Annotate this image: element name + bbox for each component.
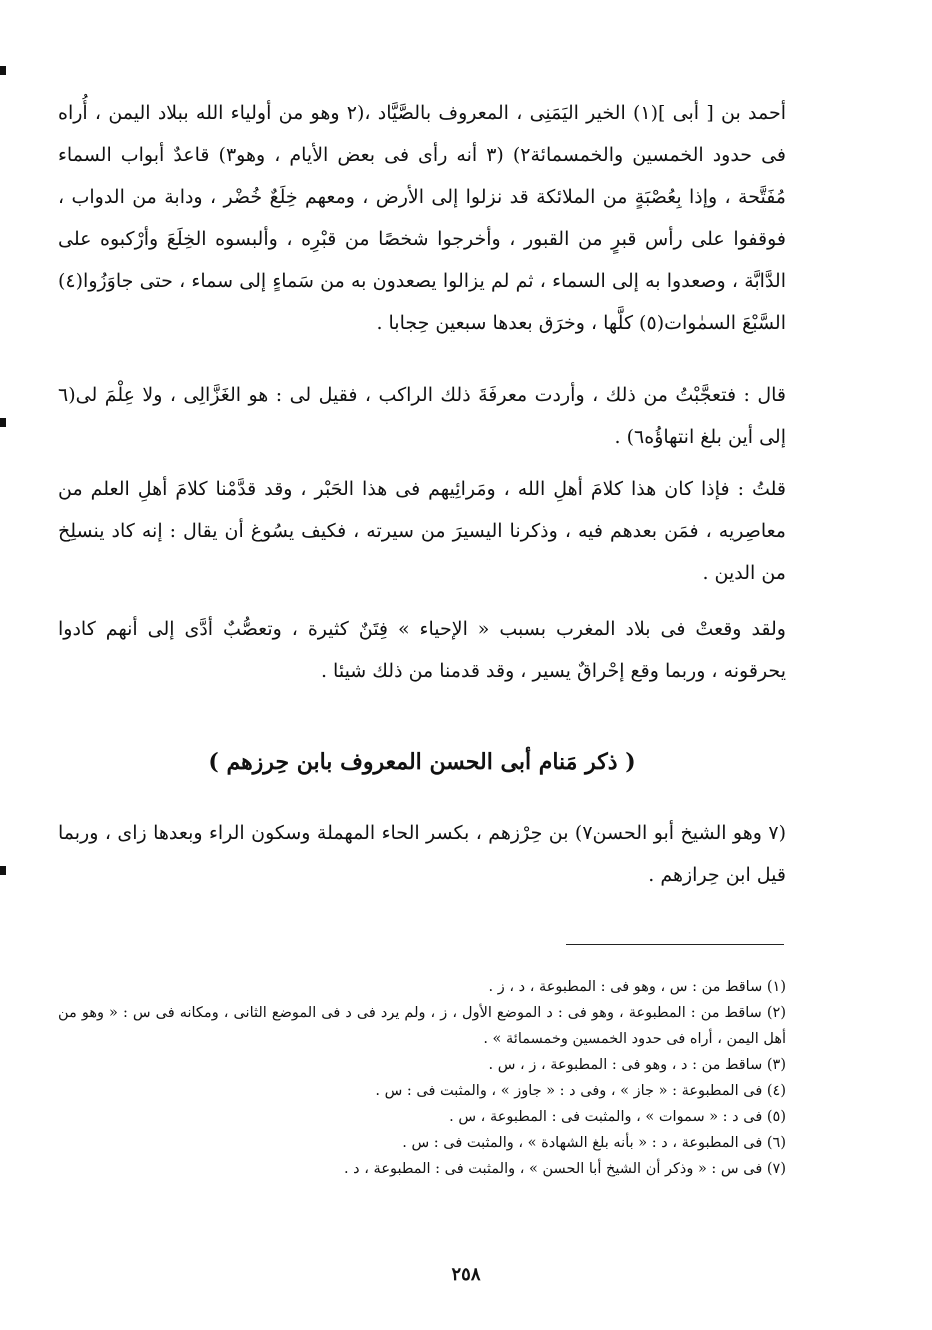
paragraph-author-comment: قلتُ : فإذا كان هذا كلامَ أهلِ الله ، ومَرائِيهم فى هذا الحَبْر ، وقد قدَّمْنا كلامَ أهلِ العلم من معاصِريه ، فمَن بعدهم فيه ، وذكرنا اليسيرَ من سيرته ، فكيف يسُوغ أن يقال : إنه كاد ينسلِخ من الدين . <box>58 478 786 584</box>
footnote-item: (٥) فى د : « سموات » ، والمثبت فى : المطبوعة ، س . <box>449 1109 786 1125</box>
paragraph-ibn-hirzihim: (٧ وهو الشيخ أبو الحسن٧) بن حِرْزهم ، بكسر الحاء المهملة وسكون الراء وبعدها زاى ، وربما قيل ابن حِرازهم . <box>58 822 786 886</box>
paragraph-ghazali-vision: أحمد بن [ أبى ](١) الخير اليَمَنِى ، المعروف بالصَّيَّاد ،(٢ وهو من أولياء الله ببلاد اليمن ، أُراه فى حدود الخمسين والخمسمائة٢) (٣ أنه رأى فى بعض الأيام ، وهو٣) قاعدٌ أبواب السماء مُفَتَّحة ، وإذا بِعُصْبَةٍ من الملائكة قد نزلوا إلى الأرض ، ومعهم خِلَعٌ خُضْر ، ودابة من الدواب ، فوقفوا على رأس قبرٍ من القبور ، وأخرجوا شخصًا من قبْرِه ، وألبسوه الخِلَعَ وأرْكبوه على الدَّابَّة ، وصعدوا به إلى السماء ، ثم لم يزالوا يصعدون به من سَماءٍ إلى سماء ، حتى جاوَزُوا(٤) السَّبْعَ السمٰوات(٥) كلَّها ، وخرَق بعدها سبعين حِجابا . <box>58 102 786 334</box>
paragraph-maghreb-ihya: ولقد وقعتْ فى بلاد المغرب بسبب « الإحياء » فِتَنٌ كثيرة ، وتعصُّبٌ أدَّى إلى أنهم كادوا يحرقونه ، وربما وقع إحْراقٌ يسير ، وقد قدمنا من ذلك شيئا . <box>58 618 786 682</box>
margin-mark <box>0 866 6 875</box>
footnote-item: (١) ساقط من : س ، وهو فى : المطبوعة ، د ، ز . <box>488 979 786 995</box>
footnote-item: (٧) فى س : « وذكر أن الشيخ أبا الحسن » ، والمثبت فى : المطبوعة ، د . <box>343 1161 786 1177</box>
paragraph-question-rider: قال : فتعجَّبْتُ من ذلك ، وأردت معرفَةَ ذلك الراكب ، فقيل لى : هو الغَزَّالِى ، ولا عِلْمَ لى(٦ إلى أين بلغ انتهاؤُه٦) . <box>58 384 786 448</box>
footnote-item: (٦) فى المطبوعة ، د : « بأنه بلغ الشهادة » ، والمثبت فى : س . <box>402 1135 786 1151</box>
margin-mark <box>0 66 6 75</box>
footnotes <box>58 974 786 1182</box>
footnote-separator <box>566 944 784 945</box>
footnote-item: (٢) ساقط من : المطبوعة ، وهو فى : د الموضع الأول ، ز ، ولم يرد فى د فى الموضع الثانى ، ومكانه فى س : « وهو من أهل اليمن ، أراه فى حدود الخمسين وخمسمائة » . <box>58 1005 786 1047</box>
section-heading: ( ذكر مَنام أبى الحسن المعروف بابن حِرزهم ) <box>208 749 636 775</box>
footnote-item: (٣) ساقط من : د ، وهو فى : المطبوعة ، ز ، س . <box>488 1057 786 1073</box>
footnote-item: (٤) فى المطبوعة : « جاز » ، وفى د : « جاوز » ، والمثبت فى : س . <box>375 1083 786 1099</box>
margin-mark <box>0 418 6 427</box>
page-number: ٢٥٨ <box>451 1264 481 1285</box>
